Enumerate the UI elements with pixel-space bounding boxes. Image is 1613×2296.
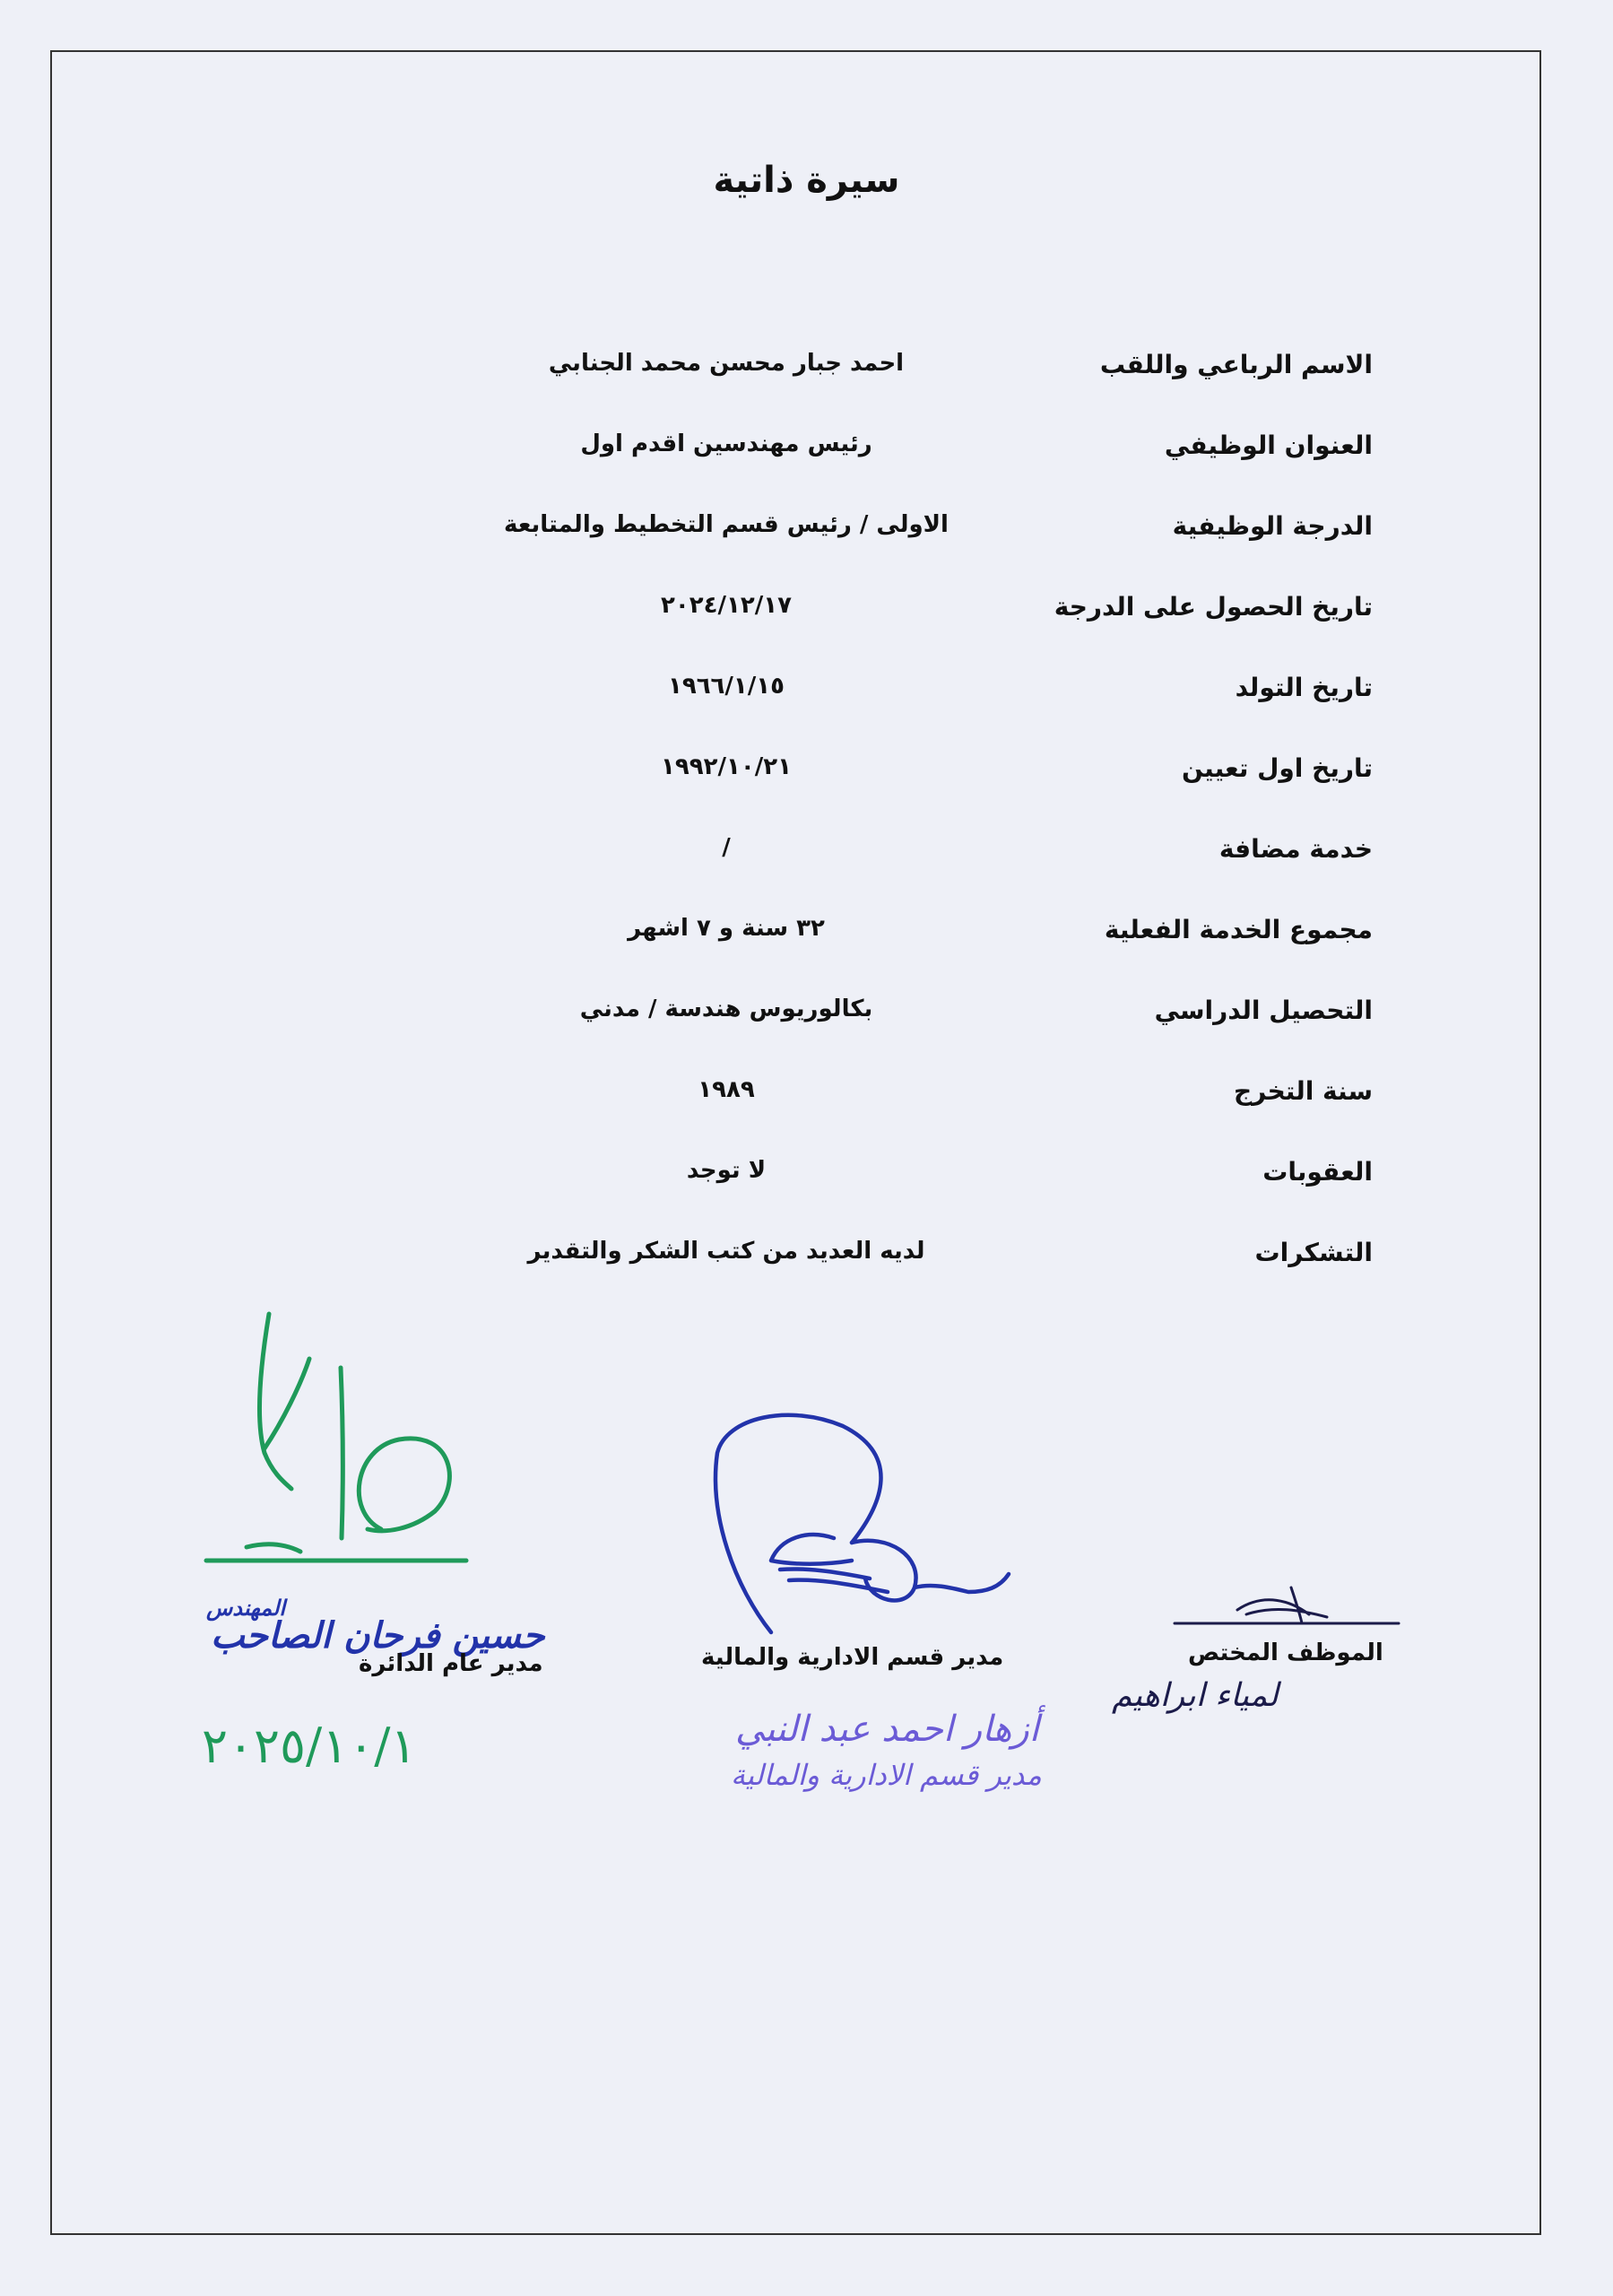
- field-label: العقوبات: [1262, 1157, 1373, 1187]
- field-row: [0, 915, 1613, 969]
- admin-manager-title: مدير قسم الادارية والمالية: [701, 1644, 1004, 1671]
- field-value: /: [722, 834, 731, 861]
- field-label: العنوان الوظيفي: [1164, 430, 1373, 460]
- field-value: لديه العديد من كتب الشكر والتقدير: [527, 1238, 925, 1265]
- field-value: ٣٢ سنة و ٧ اشهر: [628, 915, 825, 942]
- field-row: [0, 1076, 1613, 1130]
- employee-title: الموظف المختص: [1188, 1639, 1383, 1666]
- admin-manager-stamp-line2: مدير قسم الادارية والمالية: [731, 1758, 1042, 1792]
- employee-signature: [1166, 1574, 1408, 1637]
- employee-handwritten-name: لمياء ابراهيم: [1112, 1677, 1279, 1714]
- field-label: مجموع الخدمة الفعلية: [1104, 915, 1373, 944]
- field-label: خدمة مضافة: [1218, 834, 1373, 864]
- field-value: لا توجد: [686, 1157, 767, 1184]
- general-manager-stamp-line2: حسين فرحان الصاحب: [211, 1614, 545, 1657]
- field-label: تاريخ الحصول على الدرجة: [1054, 592, 1373, 622]
- field-label: تاريخ اول تعيين: [1181, 753, 1373, 783]
- field-label: التحصيل الدراسي: [1154, 996, 1373, 1025]
- field-value: الاولى / رئيس قسم التخطيط والمتابعة: [504, 511, 949, 538]
- general-manager-signature: [193, 1305, 489, 1601]
- field-row: [0, 1157, 1613, 1211]
- field-row: [0, 592, 1613, 646]
- field-label: الدرجة الوظيفية: [1172, 511, 1373, 541]
- field-row: [0, 350, 1613, 404]
- field-row: [0, 673, 1613, 726]
- general-manager-title: مدير عام الدائرة: [359, 1650, 543, 1677]
- field-value: رئيس مهندسين اقدم اول: [580, 430, 872, 457]
- field-label: الاسم الرباعي واللقب: [1099, 350, 1373, 379]
- general-manager-stamp-line1: المهندس: [206, 1595, 286, 1621]
- field-label: التشكرات: [1254, 1238, 1373, 1267]
- field-row: [0, 430, 1613, 484]
- field-value: ١٩٨٩: [698, 1076, 755, 1103]
- field-row: [0, 996, 1613, 1049]
- admin-manager-signature: [708, 1408, 1031, 1650]
- field-row: [0, 834, 1613, 888]
- field-label: سنة التخرج: [1233, 1076, 1373, 1106]
- general-manager-signature-date: ٢٠٢٥/١٠/١: [202, 1718, 417, 1774]
- field-value: بكالوريوس هندسة / مدني: [579, 996, 873, 1022]
- field-value: ١٩٩٢/١٠/٢١: [661, 753, 792, 780]
- field-value: ٢٠٢٤/١٢/١٧: [661, 592, 792, 619]
- field-row: [0, 511, 1613, 565]
- field-row: [0, 1238, 1613, 1292]
- field-label: تاريخ التولد: [1235, 673, 1373, 702]
- document-title: سيرة ذاتية: [713, 160, 900, 201]
- field-value: ١٩٦٦/١/١٥: [667, 673, 785, 700]
- field-row: [0, 753, 1613, 807]
- admin-manager-stamp-line1: أزهار احمد عبد النبي: [735, 1709, 1039, 1750]
- field-value: احمد جبار محسن محمد الجنابي: [548, 350, 905, 377]
